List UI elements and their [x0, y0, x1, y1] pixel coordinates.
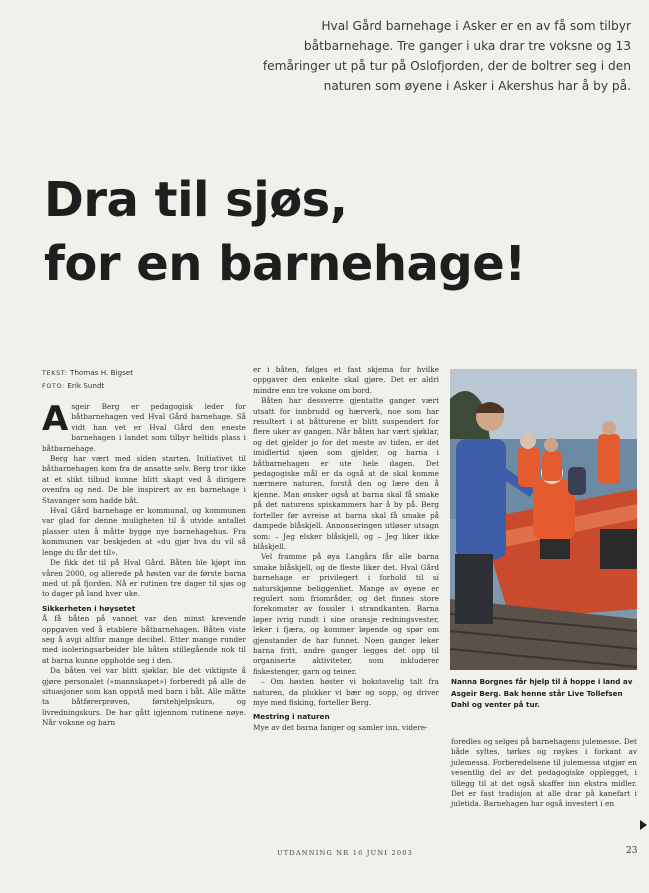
paragraph: Vel framme på øya Langåra får alle barna smake blåskjell, og de fleste liker det. Hval Gård barnehage er privilegert i forhold til sí naturskjønne beliggenhet. Mange av øyene er regulert som friområder, og det finnes store forekomster av fossiler i strandkanten. Barna løper ivrig rundt i sine oransje redningsvester, leker i fjæra, og kommer løpende og spør om gjenstander de har funnet. Noen ganger leker barna fritt, andre ganger legges det opp til organiserte aktiviteter, som inkluderer fiskestenger, garn og teiner. — [253, 552, 439, 676]
paragraph: er i båten, følges et fast skjema for hvilke oppgaver den enkelte skal gjøre. Det er aldri mindre enn tre voksne om bord. — [253, 365, 439, 395]
paragraph-text: sgeir Berg er pedagogisk leder for båtbarnehagen ved Hval Gård barnehage. Så vidt han vet er Hval Gård den eneste barnehagen i landet som tilbyr heltids plass i båtbarnehage. — [42, 402, 246, 453]
byline — [42, 367, 232, 393]
subheading: Mestring i naturen — [253, 712, 330, 722]
headline-line-2: for en barnehage! — [44, 236, 526, 292]
headline — [44, 168, 624, 296]
byline-text-label: TEKST: — [42, 370, 68, 377]
byline-photo-author: Erik Sundt — [67, 381, 105, 390]
body-column-1 — [42, 399, 246, 729]
paragraph: Hval Gård barnehage er kommunal, og kommunen var glad for denne muligheten til å utvide antallet plasser uten å måtte bygge nye barnehagehus. Fra kommunen var beskjeden at «du gjør hva du vil så lenge du får det til». — [42, 506, 246, 557]
paragraph: Berg har vært med siden starten. Initiativet til båtbarnehagen kom fra de ansatte selv. Berg tror ikke at et slikt tilbud kunne blitt skapt ved å dirigere ovenfra og ned. De ble inspirert av en barnehage i Stavanger som hadde båt. — [42, 454, 246, 505]
page-footer: UTDANNING NR 16 JUNI 2003 — [277, 849, 414, 857]
boat-photo-illustration — [450, 369, 637, 670]
paragraph: Mye av det barna fanger og samler inn, videre- — [253, 722, 428, 732]
paragraph: Båten har dessverre gjentatte ganger vært utsatt for innbrudd og hærverk, noe som har resultert i at båtturene er blitt suspendert for flere uker av gangen. Når båten har vært sjøklar, og det gjelder jo for det meste av tiden, er det imidlertid sjøen som gjelder, og barna i båtbarnehagen er ute hele dagen. Det pedagogiske mål er da også at de skal komme nærmere naturen, forstå den og lære den å kjenne. Man ønsker også at barna skal få smake på det naturens spiskammers har å by på. Berg forteller før avreise at barna skal få smake på dampede blåskjell. Annonseringen utløser utsagn som: – Jeg elsker blåskjell, og – Jeg liker ikke blåskjell. — [253, 396, 439, 551]
byline-text-author: Thomas H. Bigset — [69, 368, 134, 377]
drop-cap: A — [42, 399, 69, 439]
paragraph — [42, 399, 246, 454]
body-column-3 — [451, 737, 637, 810]
subheading: Sikkerheten i høysetet — [42, 603, 136, 613]
paragraph: – Om høsten høster vi bokstavelig talt fra naturen, da plukker vi bær og sopp, og driver mye med fisking, forteller Berg. — [253, 677, 439, 707]
body-column-2 — [253, 365, 439, 733]
paragraph: Da båten vel var blitt sjøklar, ble det viktigste å gjøre personalet («mannskapet») forberedt på alle de situasjoner som kan oppstå med barn i båt. Alle måtte ta båtførerprøven, førstehjelpskurs, og livredningskurs. De har gått igjennom rutinene nøye. Når voksne og barn — [42, 666, 246, 728]
headline-line-1: Dra til sjøs, — [44, 172, 348, 228]
photo-caption: Nanna Borgnes får hjelp til å hoppe i land av Asgeir Berg. Bak henne står Live Tollefsen Dahl og venter på tur. — [451, 677, 633, 709]
paragraph: Å få båten på vannet var den minst krevende oppgaven ved å etablere båtbarnehagen. Båten viste seg å avgi altfor mange decibel. Etter mange runder med isoleringsarbeider ble båten stillegående nok til at barna kunne oppholde seg i den. — [42, 614, 246, 665]
paragraph: De fikk det til på Hval Gård. Båten ble kjøpt inn våren 2000, og allerede på høsten var de første barna med ut på fjorden. Nå er rutinen tre dager til sjøs og to dager på land hver uke. — [42, 558, 246, 599]
page-number: 23 — [626, 846, 638, 856]
byline-photo-label: FOTO: — [42, 383, 66, 390]
paragraph: foredles og selges på barnehagens julemesse. Det både syltes, tørkes og røykes i forkant av julemessa. Forberedelsene til julemessa utgjør en vesentlig del av det pedagogiske opplegget, i tillegg til at det også skaffer inn ekstra midler. Det er fast tradisjon at alle drar på kanefart i juletida. Barnehagen har også investert i en — [451, 737, 637, 809]
continue-arrow-icon — [640, 820, 647, 830]
article-photo — [450, 369, 637, 670]
lede-paragraph: Hval Gård barnehage i Asker er en av få som tilbyr båtbarnehage. Tre ganger i uka drar tre voksne og 13 femåringer ut på tur på Oslofjorden, der de boltrer seg i den naturen som øyene i Asker i Akershus har å by på. — [262, 19, 631, 93]
